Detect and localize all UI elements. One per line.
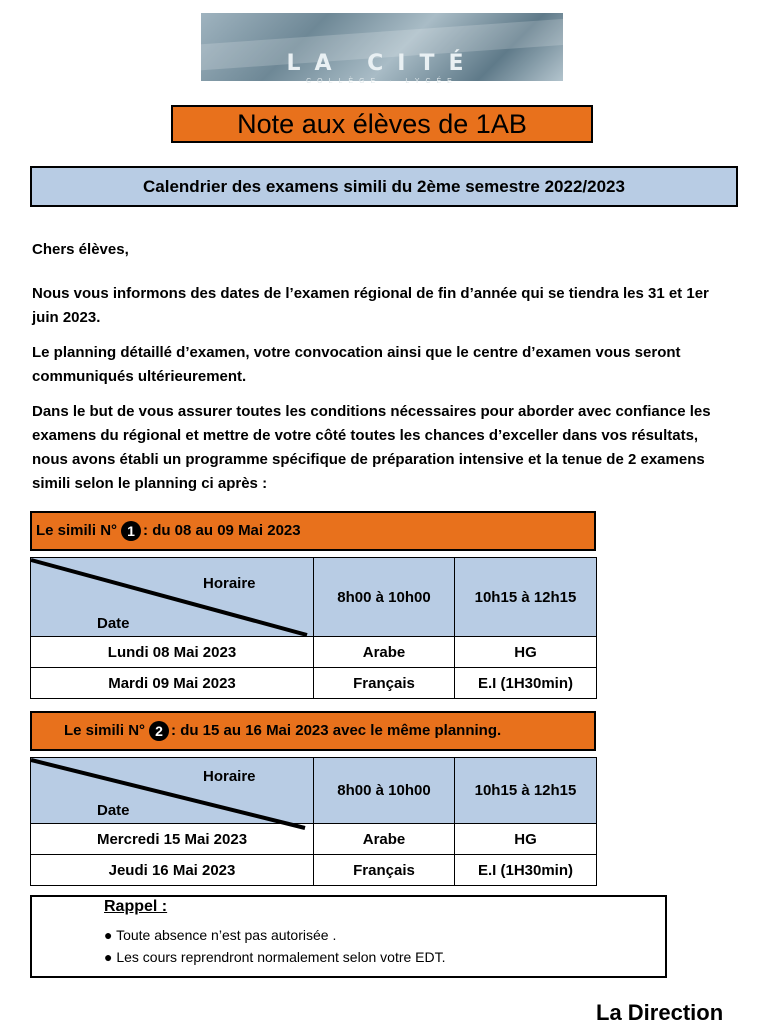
rappel-box: [30, 895, 667, 978]
simili-2-prefix: Le simili N°: [64, 722, 146, 739]
table-row: [31, 824, 597, 855]
greeting: Chers élèves,: [32, 241, 129, 258]
row-slot-1: Français: [314, 668, 455, 699]
row-date: Jeudi 16 Mai 2023: [31, 855, 314, 886]
logo-subtitle: COLLÈGE · LYCÉE: [306, 78, 458, 85]
row-date: Mardi 09 Mai 2023: [31, 668, 314, 699]
table-row: [31, 668, 597, 699]
row-date: Lundi 08 Mai 2023: [31, 637, 314, 668]
simili-1-schedule-table: [30, 557, 597, 699]
header-horaire-label: Horaire: [203, 768, 256, 785]
rappel-item-absence: ● Toute absence n’est pas autorisée .: [104, 927, 337, 943]
header-slot-2: 10h15 à 12h15: [455, 758, 597, 824]
simili-1-banner: [30, 511, 596, 551]
row-slot-2: HG: [455, 824, 597, 855]
header-slot-1: 8h00 à 10h00: [314, 758, 455, 824]
simili-2-dates: : du 15 au 16 Mai 2023 avec le même planning.: [171, 722, 502, 739]
row-slot-1: Français: [314, 855, 455, 886]
header-diagonal-cell: [31, 558, 314, 637]
row-slot-2: HG: [455, 637, 597, 668]
signature: La Direction: [596, 1000, 724, 1025]
row-slot-2: E.I (1H30min): [455, 668, 597, 699]
table-header-row: [31, 758, 597, 824]
row-slot-1: Arabe: [314, 637, 455, 668]
paragraph-dates: Nous vous informons des dates de l’examen régional de fin d’année qui se tiendra les 31 et 1er juin 2023.: [32, 285, 709, 326]
simili-1-dates: : du 08 au 09 Mai 2023: [143, 522, 301, 539]
diagonal-line: [31, 758, 314, 824]
header-date-label: Date: [97, 802, 130, 819]
paragraph-planning: Le planning détaillé d’examen, votre convocation ainsi que le centre d’examen vous seront communiqués ultérieurement.: [32, 344, 681, 385]
paragraph-program: Dans le but de vous assurer toutes les conditions nécessaires pour aborder avec confiance les examens du régional et mettre de votre côté toutes les chances d’exceller dans vos résultats, nous avons établi un programme spécifique de préparation intensive et la tenue de 2 examens simili selon le planning ci après :: [32, 403, 711, 492]
school-logo: [201, 13, 563, 85]
diagonal-line: [31, 558, 314, 637]
header-slot-1: 8h00 à 10h00: [314, 558, 455, 637]
simili-1-number-badge: 1: [121, 521, 141, 541]
calendar-subtitle: Calendrier des examens simili du 2ème semestre 2022/2023: [30, 166, 738, 207]
row-slot-1: Arabe: [314, 824, 455, 855]
simili-2-schedule-table: [30, 757, 597, 886]
logo-name: LA CITÉ: [286, 51, 478, 76]
rappel-title: Rappel :: [104, 898, 168, 915]
header-horaire-label: Horaire: [203, 575, 256, 592]
simili-1-prefix: Le simili N°: [36, 522, 118, 539]
simili-2-banner: [30, 711, 596, 751]
table-row: [31, 637, 597, 668]
header-diagonal-cell: [31, 758, 314, 824]
table-header-row: [31, 558, 597, 637]
note-title: Note aux élèves de 1AB: [171, 105, 593, 143]
table-row: [31, 855, 597, 886]
header-date-label: Date: [97, 615, 130, 632]
row-slot-2: E.I (1H30min): [455, 855, 597, 886]
simili-2-number-badge: 2: [149, 721, 169, 741]
header-slot-2: 10h15 à 12h15: [455, 558, 597, 637]
row-date: Mercredi 15 Mai 2023: [31, 824, 314, 855]
rappel-item-cours: ● Les cours reprendront normalement selon votre EDT.: [104, 949, 446, 965]
